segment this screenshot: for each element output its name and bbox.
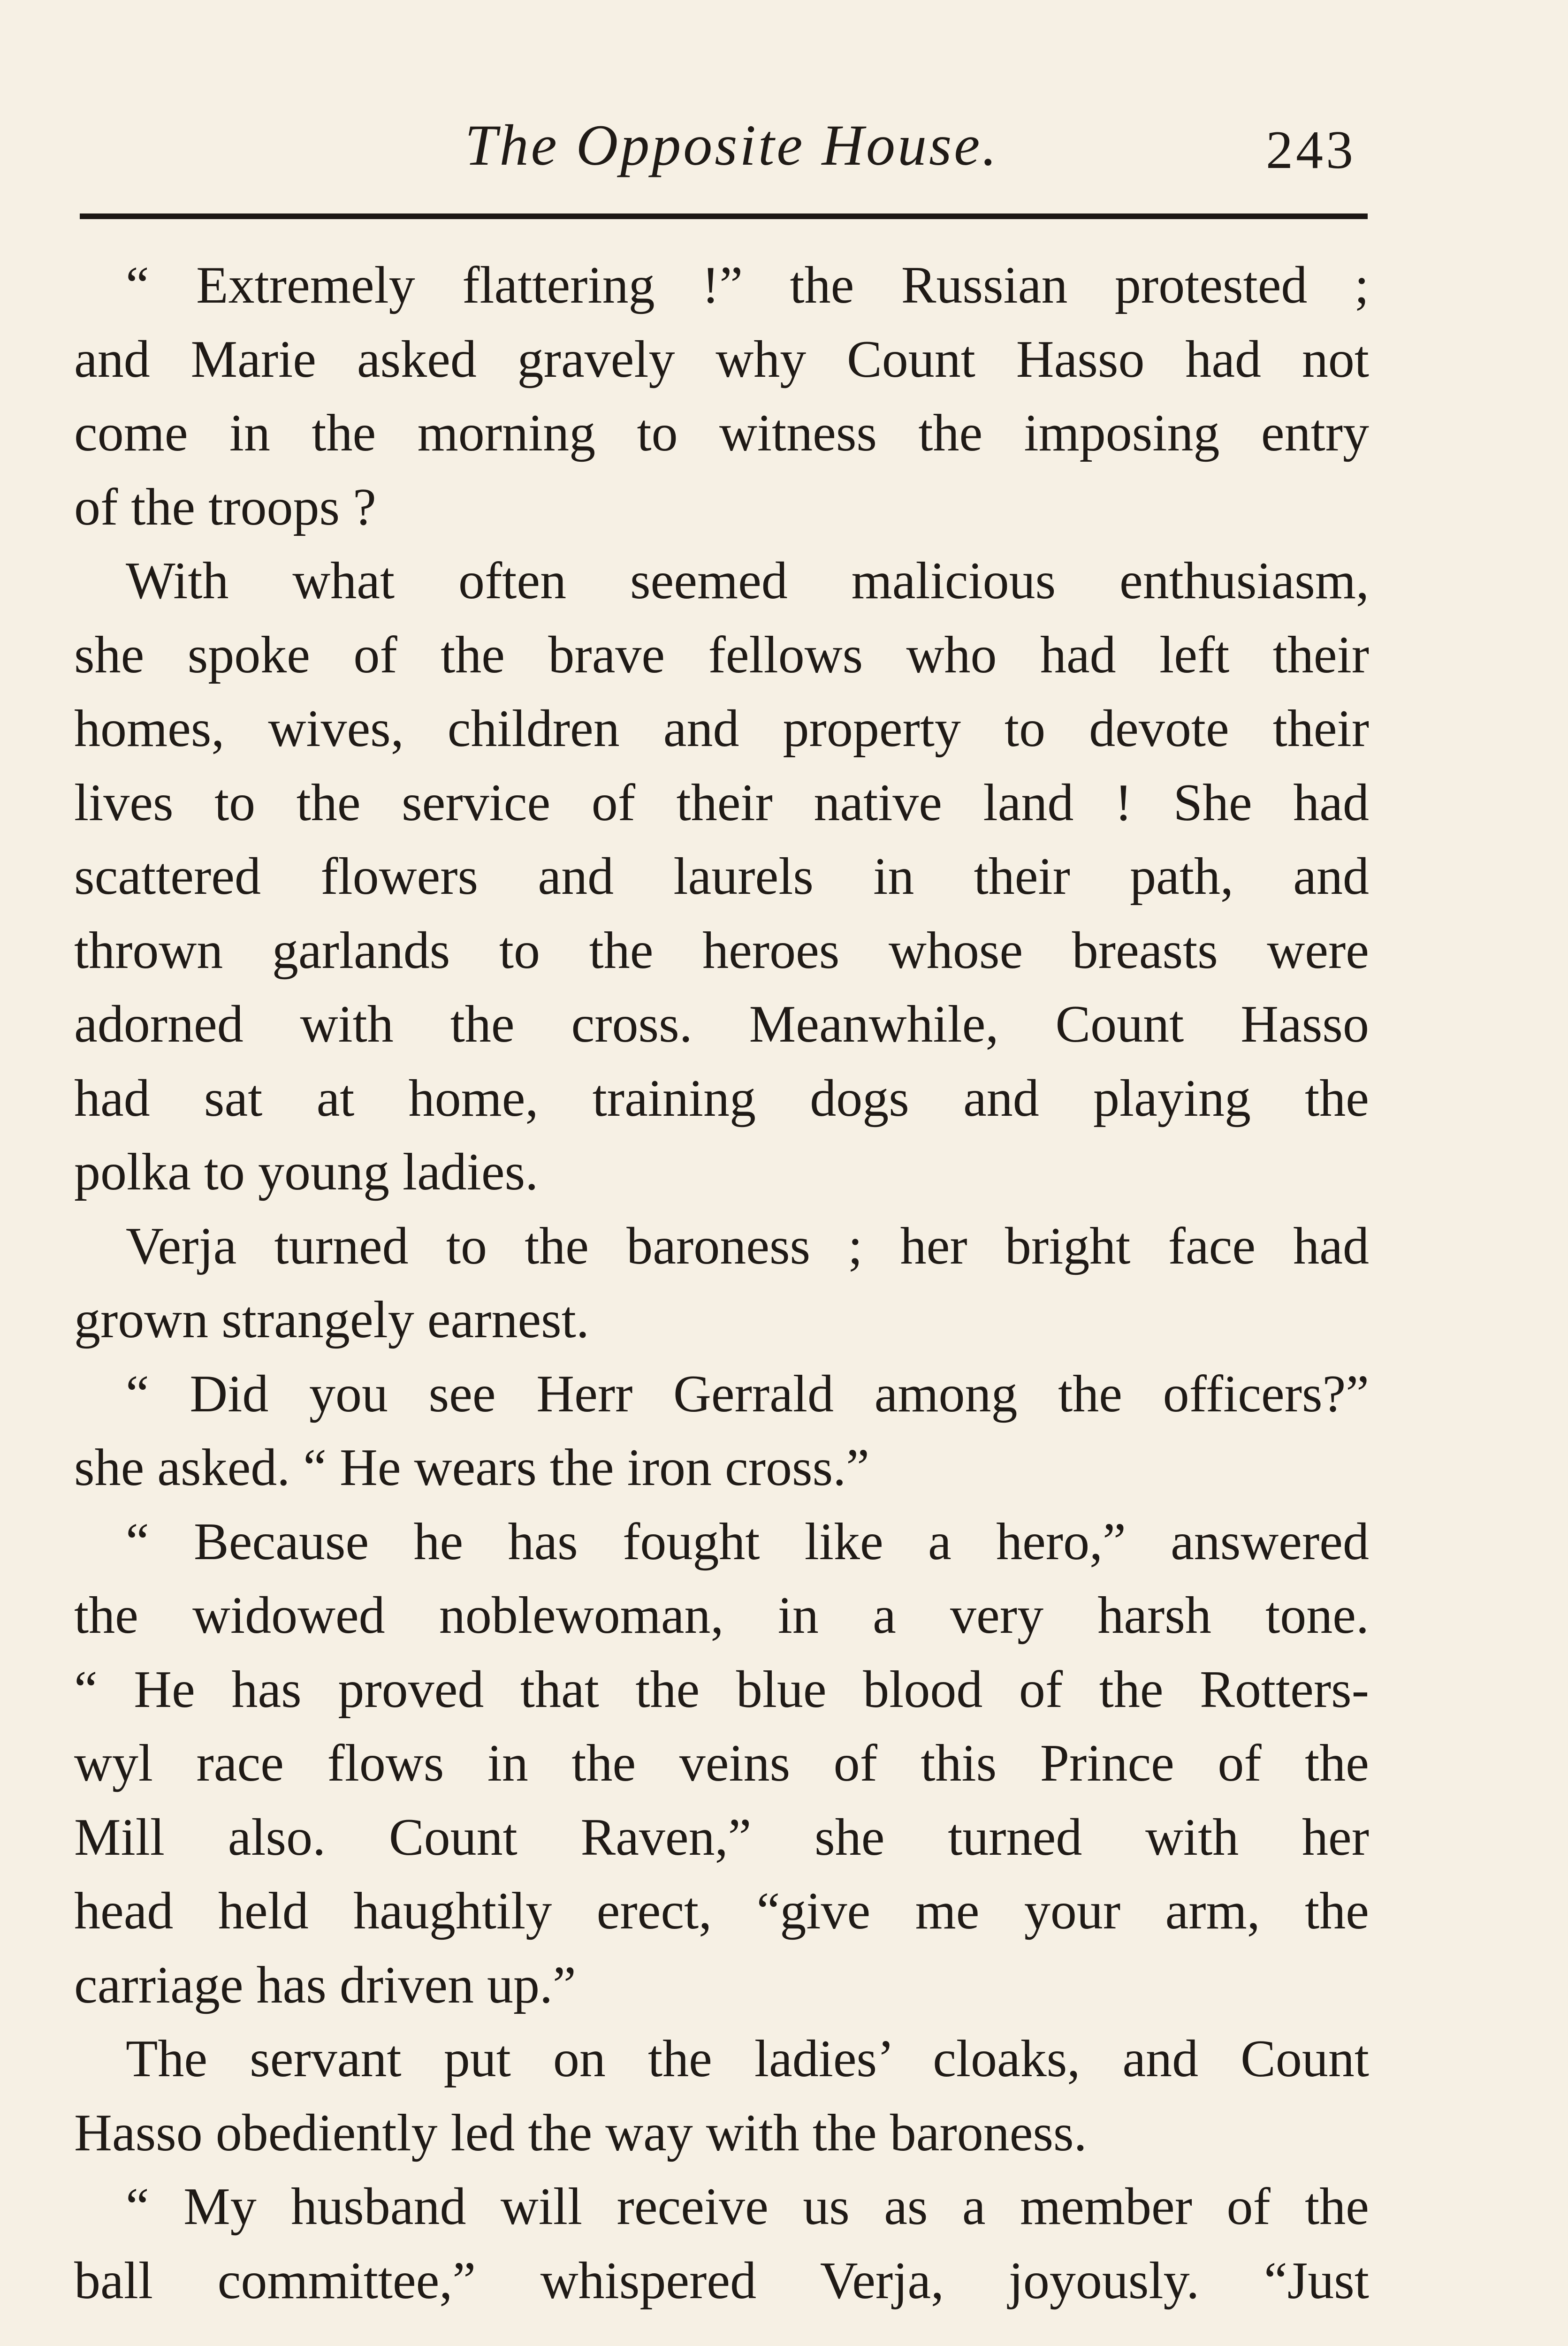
text-line: Verja turned to the baroness ; her bright face had bbox=[126, 1217, 1369, 1275]
text-line: With what often seemed malicious enthusiasm, bbox=[126, 552, 1369, 610]
text-line: carriage has driven up.” bbox=[74, 1956, 576, 2014]
text-line: ball committee,” whispered Verja, joyously. “Just bbox=[74, 2251, 1369, 2310]
text-line: “ Extremely flattering !” the Russian protested ; bbox=[126, 256, 1369, 314]
header-rule bbox=[80, 213, 1368, 219]
text-line: The servant put on the ladies’ cloaks, and Count bbox=[126, 2030, 1369, 2088]
text-line: “ My husband will receive us as a member of the bbox=[126, 2178, 1369, 2236]
text-line: and Marie asked gravely why Count Hasso had not bbox=[74, 330, 1369, 388]
text-line: “ Because he has fought like a hero,” answered bbox=[126, 1512, 1369, 1571]
text-line: “ Did you see Herr Gerrald among the officers?” bbox=[126, 1364, 1369, 1423]
text-line: homes, wives, children and property to devote their bbox=[74, 700, 1369, 758]
running-header bbox=[84, 101, 1379, 195]
text-line: polka to young ladies. bbox=[74, 1143, 539, 1201]
text-line: lives to the service of their native land ! She had bbox=[74, 773, 1369, 832]
text-line: come in the morning to witness the imposing entry bbox=[74, 404, 1369, 462]
page-number: 243 bbox=[1266, 120, 1356, 180]
text-line: Hasso obediently led the way with the baroness. bbox=[74, 2103, 1087, 2162]
text-line: had sat at home, training dogs and playing the bbox=[74, 1069, 1369, 1127]
text-line: head held haughtily erect, “give me your arm, the bbox=[74, 1882, 1369, 1940]
text-line: scattered flowers and laurels in their path, and bbox=[74, 847, 1369, 906]
text-line: wyl race flows in the veins of this Prince of the bbox=[74, 1734, 1369, 1792]
text-line: the widowed noblewoman, in a very harsh tone. bbox=[74, 1586, 1369, 1645]
text-line: adorned with the cross. Meanwhile, Count Hasso bbox=[74, 995, 1369, 1053]
body-text bbox=[74, 249, 1369, 2332]
text-line: grown strangely earnest. bbox=[74, 1291, 589, 1349]
text-line: “ He has proved that the blue blood of the Rotters- bbox=[74, 1660, 1369, 1719]
text-line: of the troops ? bbox=[74, 478, 376, 536]
text-line: she spoke of the brave fellows who had left their bbox=[74, 625, 1369, 684]
running-title: The Opposite House. bbox=[464, 113, 999, 177]
text-line: she asked. “ He wears the iron cross.” bbox=[74, 1439, 869, 1497]
text-line: thrown garlands to the heroes whose breasts were bbox=[74, 921, 1369, 980]
text-line: Mill also. Count Raven,” she turned with her bbox=[74, 1808, 1369, 1866]
